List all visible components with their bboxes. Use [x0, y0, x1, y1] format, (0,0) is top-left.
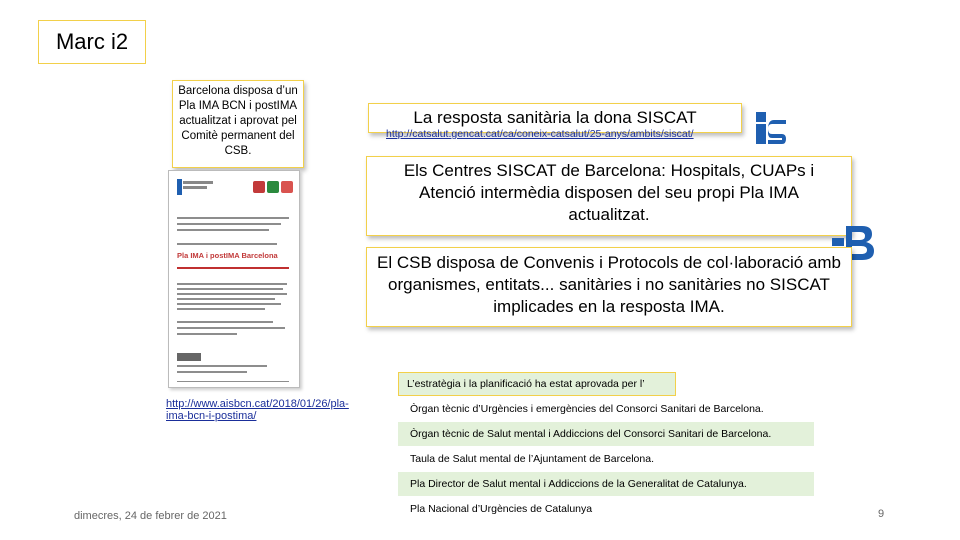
slide-title-text: Marc i2: [55, 29, 129, 54]
page-number: 9: [878, 508, 885, 520]
list-item: [398, 497, 814, 522]
pla-ima-link[interactable]: http://www.aisbcn.cat/2018/01/26/pla-ima-bcn-i-postima/: [166, 398, 349, 422]
list-item-text: Pla Nacional d’Urgències de Catalunya: [410, 503, 593, 515]
slide-date: dimecres, 24 de febrer de 2021: [74, 510, 227, 522]
siscat-centres-text: Els Centres SISCAT de Barcelona: Hospitals, CUAPs i Atenció intermèdia disposen del seu propi Pla IMA actualitzat.: [403, 161, 815, 224]
approval-organs-list: [398, 397, 814, 522]
list-item: [398, 422, 814, 447]
document-title: Pla IMA i postIMA Barcelona: [177, 251, 278, 260]
approval-header: [398, 372, 676, 396]
list-item-text: Òrgan tècnic de Salut mental i Addiccions del Consorci Sanitari de Barcelona.: [410, 428, 772, 440]
list-item: [398, 472, 814, 497]
siscat-centres-box: [366, 156, 852, 236]
slide-title: [38, 20, 146, 64]
siscat-link[interactable]: http://catsalut.gencat.cat/ca/coneix-catsalut/25-anys/ambits/siscat/: [386, 128, 694, 140]
pla-ima-summary-text: Barcelona disposa d’un Pla IMA BCN i postIMA actualitzat i aprovat pel Comitè permanent del CSB.: [178, 85, 298, 157]
list-item: [398, 447, 814, 472]
document-logos-icon: [175, 177, 295, 197]
csb-agreements-box: [366, 247, 852, 327]
csb-agreements-text: El CSB disposa de Convenis i Protocols de col·laboració amb organismes, entitats... sanitàries i no sanitàries no SISCAT implicades en la resposta IMA.: [377, 253, 841, 316]
pla-ima-summary-card: [172, 80, 304, 168]
approval-header-text: L’estratègia i la planificació ha estat aprovada per l’: [407, 378, 645, 390]
list-item-text: Taula de Salut mental de l’Ajuntament de Barcelona.: [410, 453, 654, 465]
list-item-text: Òrgan tècnic d’Urgències i emergències del Consorci Sanitari de Barcelona.: [410, 403, 764, 415]
pla-ima-document-thumbnail[interactable]: [168, 170, 300, 388]
list-item: [398, 397, 814, 422]
list-item-text: Pla Director de Salut mental i Addiccions de la Generalitat de Catalunya.: [410, 478, 747, 490]
is-logo-icon: [754, 110, 790, 146]
siscat-heading: La resposta sanitària la dona SISCAT: [413, 108, 697, 127]
